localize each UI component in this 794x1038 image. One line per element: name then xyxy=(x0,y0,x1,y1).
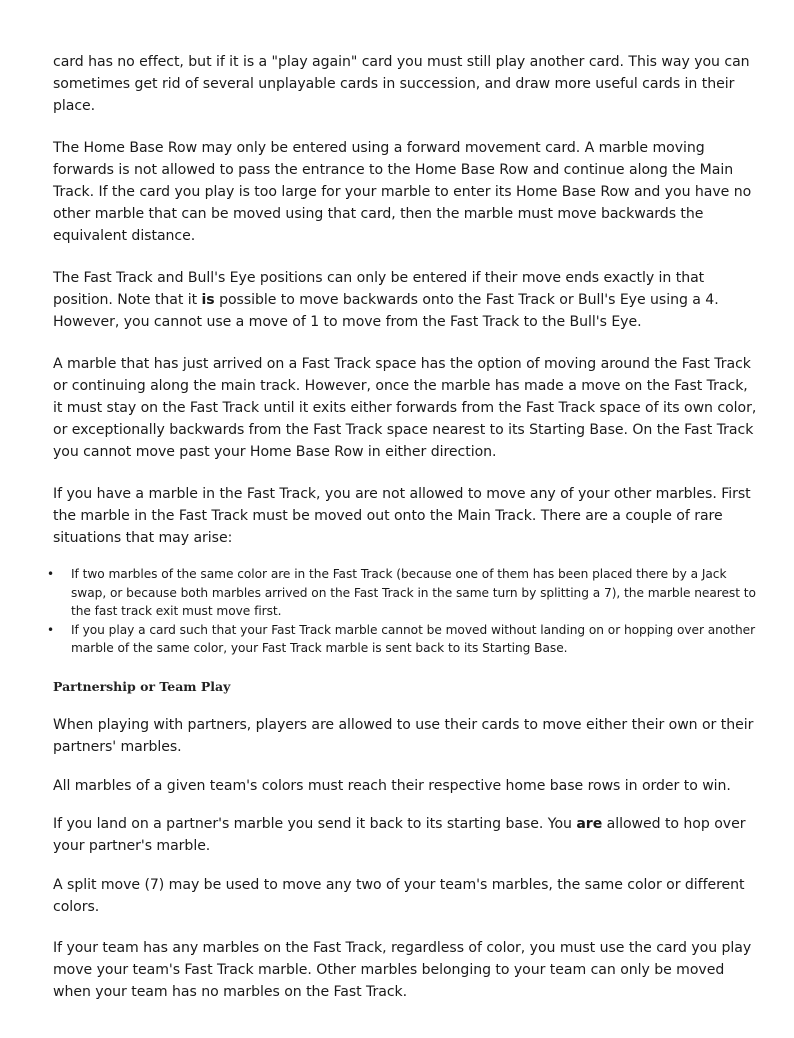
rare-situations-list xyxy=(47,565,758,658)
paragraph-fast-track-entry-text-1: The Fast Track and Bull's Eye positions can only be entered if their move ends exactly in that position. Note that it xyxy=(53,270,705,308)
document-page xyxy=(47,51,758,1003)
list-item-text: If two marbles of the same color are in the Fast Track (because one of them has been placed there by a Jack swap, or because both marbles arrived on the Fast Track in the same turn by splitting a 7), the marble nearest to the fast track exit must move first. xyxy=(71,567,756,618)
paragraph-team-win: All marbles of a given team's colors must reach their respective home base rows in order to win. xyxy=(53,777,731,794)
paragraph-fast-track-entry xyxy=(53,267,758,333)
emphasis-is: is xyxy=(201,292,215,308)
list-item-text: If you play a card such that your Fast Track marble cannot be moved without landing on or hopping over another marble of the same color, your Fast Track marble is sent back to its Starting Base. xyxy=(71,622,756,655)
paragraph-home-base-row: The Home Base Row may only be entered using a forward movement card. A marble moving forwards is not allowed to pass the entrance to the Home Base Row and continue along the Main Track. If the card you play is too large for your marble to enter its Home Base Row and you have no other marble that can be moved using that card, then the marble must move backwards the equivalent distance. xyxy=(53,140,752,244)
paragraph-fast-track-movement: A marble that has just arrived on a Fast Track space has the option of moving around the Fast Track or continuing along the main track. However, once the marble has made a move on the Fast Track, it must stay on the Fast Track until it exits either forwards from the Fast Track space of its own color, or exceptionally backwards from the Fast Track space nearest to its Starting Base. On the Fast Track you cannot move past your Home Base Row in either direction. xyxy=(53,356,757,460)
paragraph-fast-track-entry-text-2: possible to move backwards onto the Fast Track or Bull's Eye using a 4. However, you cannot use a move of 1 to move from the Fast Track to the Bull's Eye. xyxy=(53,292,719,330)
paragraph-team-fast-track: If your team has any marbles on the Fast Track, regardless of color, you must use the card you play move your team's Fast Track marble. Other marbles belonging to your team can only be moved when your team has no marbles on the Fast Track. xyxy=(53,939,752,1000)
paragraph-play-again: card has no effect, but if it is a "play again" card you must still play another card. This way you can sometimes get rid of several unplayable cards in succession, and draw more useful cards in their place. xyxy=(53,54,750,114)
list-item xyxy=(47,565,758,621)
paragraph-partners-cards: When playing with partners, players are allowed to use their cards to move either their own or their partners' marbles. xyxy=(53,716,754,755)
paragraph-partner-landing xyxy=(53,813,758,857)
bullet-glyph: • xyxy=(47,622,55,637)
paragraph-partner-landing-text-2: allowed to hop over your partner's marble. xyxy=(53,815,746,854)
list-item xyxy=(47,621,758,658)
paragraph-fast-track-priority: If you have a marble in the Fast Track, you are not allowed to move any of your other marbles. First the marble in the Fast Track must be moved out onto the Main Track. There are a couple of rare situations that may arise: xyxy=(53,486,751,546)
emphasis-are: are xyxy=(576,815,603,832)
bullet-glyph: • xyxy=(47,567,55,581)
paragraph-partner-landing-text-1: If you land on a partner's marble you send it back to its starting base. You xyxy=(53,815,577,832)
paragraph-split-move: A split move (7) may be used to move any two of your team's marbles, the same color or different colors. xyxy=(53,876,745,915)
section-heading-partnership: Partnership or Team Play xyxy=(53,678,231,694)
